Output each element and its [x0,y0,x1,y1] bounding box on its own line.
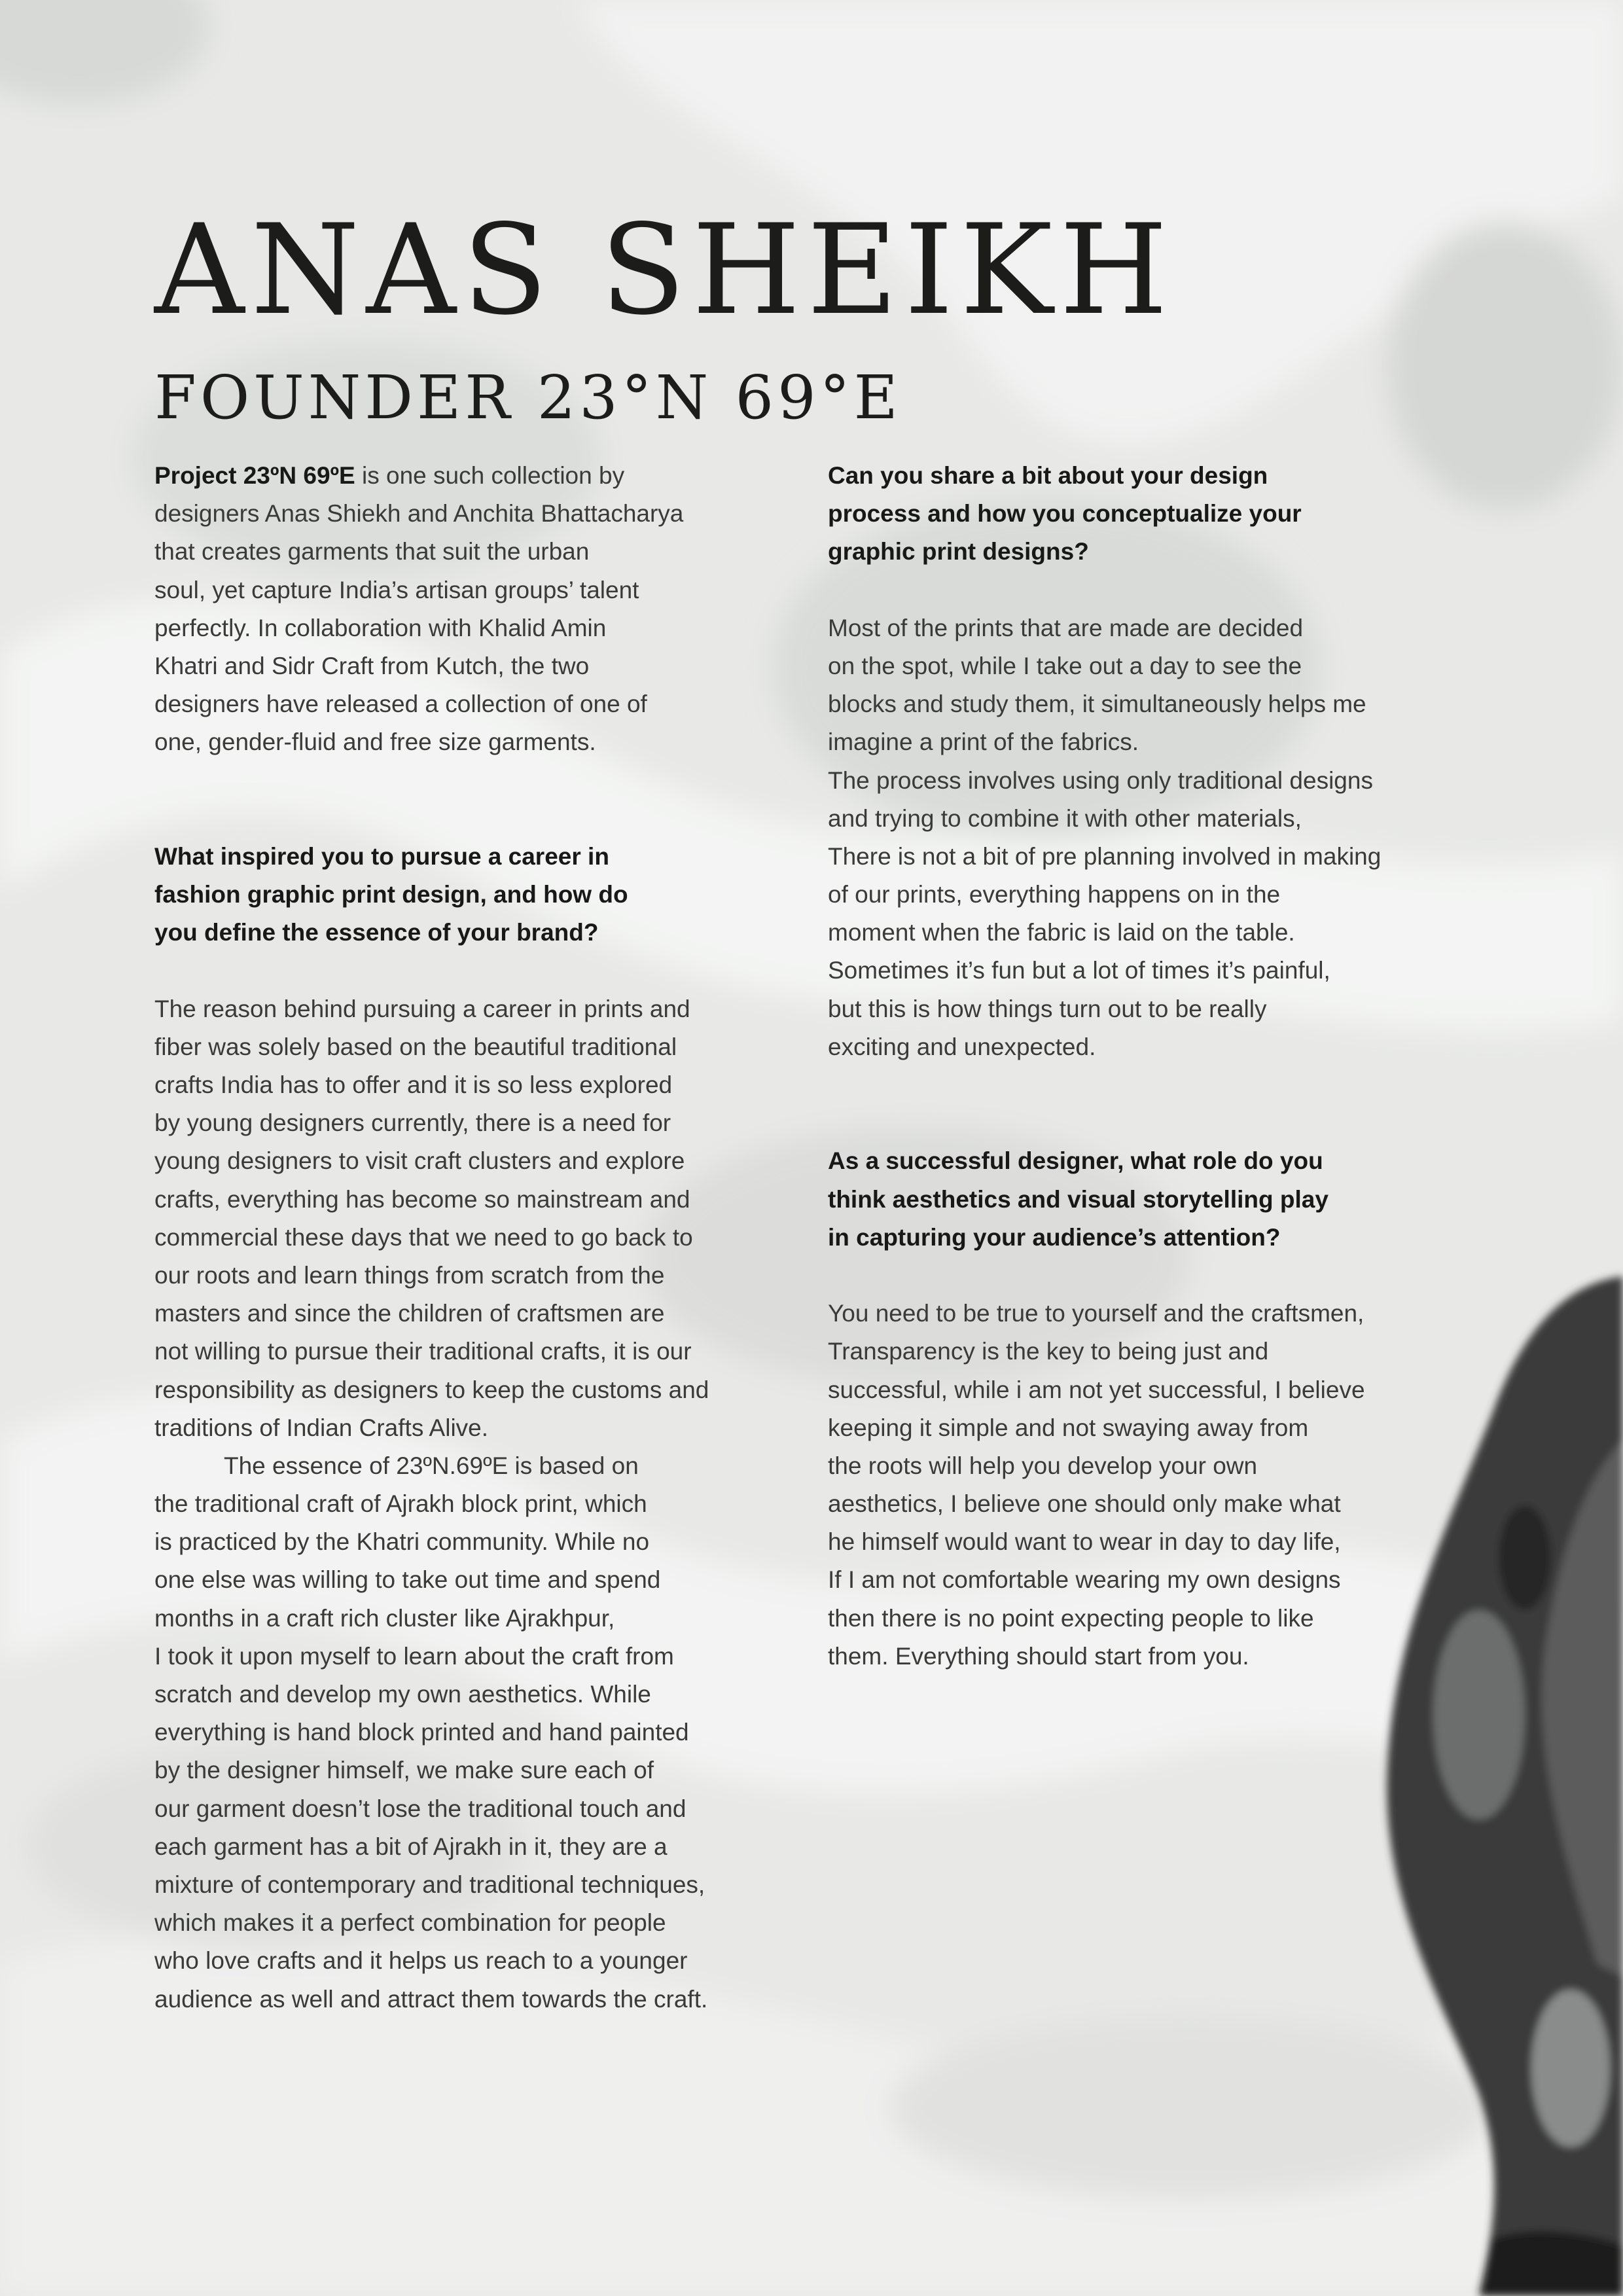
answer-line: masters and since the children of craftsmen are [154,1300,665,1327]
answer-line: each garment has a bit of Ajrakh in it, they are a [154,1833,668,1860]
intro-line: perfectly. In collaboration with Khalid Amin [154,614,607,641]
answer-line: of our prints, everything happens on in the [828,881,1281,908]
answer-line: one else was willing to take out time and spend [154,1566,661,1594]
question-line: fashion graphic print design, and how do [154,881,628,908]
question-line: process and how you conceptualize your [828,500,1302,528]
answer-1 [154,990,809,2018]
answer-line: keeping it simple and not swaying away from [828,1414,1309,1441]
answer-line: our roots and learn things from scratch from the [154,1261,665,1289]
question-line: in capturing your audience’s attention? [828,1223,1281,1251]
intro-paragraph [154,457,809,762]
answer-line: on the spot, while I take out a day to see the [828,652,1302,679]
answer-line: commercial these days that we need to go back to [154,1223,693,1251]
answer-line: exciting and unexpected. [828,1033,1096,1060]
answer-line: You need to be true to yourself and the craftsmen, [828,1300,1364,1327]
right-column [828,457,1482,1676]
answer-line: Transparency is the key to being just and [828,1338,1269,1365]
answer-line: mixture of contemporary and traditional techniques, [154,1871,705,1898]
intro-line: soul, yet capture India’s artisan groups’ talent [154,576,639,603]
answer-line: but this is how things turn out to be really [828,995,1267,1022]
project-name: Project 23ºN 69ºE [154,462,355,489]
answer-line: then there is no point expecting people to like [828,1604,1314,1632]
question-line: What inspired you to pursue a career in [154,842,609,870]
answer-line: them. Everything should start from you. [828,1642,1249,1670]
answer-line: Most of the prints that are made are decided [828,614,1304,641]
answer-line: crafts, everything has become so mainstream and [154,1185,690,1213]
answer-line: the traditional craft of Ajrakh block print, which [154,1490,647,1518]
answer-line: is practiced by the Khatri community. While no [154,1528,650,1556]
question-line: graphic print designs? [828,538,1089,565]
question-line: you define the essence of your brand? [154,919,599,946]
intro-line: Khatri and Sidr Craft from Kutch, the two [154,652,590,679]
answer-line: successful, while i am not yet successful, I believe [828,1376,1365,1403]
answer-line: audience as well and attract them towards the craft. [154,1985,708,2013]
person-role: FOUNDER 23°N 69°E [154,363,902,433]
left-column [154,457,809,2018]
answer-line: The essence of 23ºN.69ºE is based on [224,1452,639,1479]
answer-line: our garment doesn’t lose the traditional touch and [154,1795,687,1822]
answer-line: he himself would want to wear in day to day life, [828,1528,1341,1556]
intro-line: Project 23ºN 69ºE is one such collection by [154,462,625,489]
intro-line: one, gender-fluid and free size garments. [154,728,596,756]
answer-line: which makes it a perfect combination for people [154,1909,666,1937]
answer-line: not willing to pursue their traditional crafts, it is our [154,1338,692,1365]
answer-line: by young designers currently, there is a need for [154,1109,671,1137]
question-2 [828,457,1482,571]
answer-line: young designers to visit craft clusters and explore [154,1147,685,1175]
question-line: Can you share a bit about your design [828,462,1268,489]
answer-line: Sometimes it’s fun but a lot of times it’s painful, [828,957,1330,984]
answer-line: and trying to combine it with other materials, [828,804,1302,832]
question-line: think aesthetics and visual storytelling play [828,1185,1329,1213]
answer-line: traditions of Indian Crafts Alive. [154,1414,489,1441]
answer-line: The reason behind pursuing a career in prints and [154,995,690,1022]
answer-line: imagine a print of the fabrics. [828,728,1139,756]
answer-line: aesthetics, I believe one should only make what [828,1490,1341,1518]
answer-line: responsibility as designers to keep the customs and [154,1376,709,1403]
answer-line: months in a craft rich cluster like Ajrakhpur, [154,1604,615,1632]
answer-2 [828,609,1482,1066]
answer-line: There is not a bit of pre planning involved in making [828,842,1382,870]
answer-line: scratch and develop my own aesthetics. While [154,1681,651,1708]
answer-line: the roots will help you develop your own [828,1452,1258,1479]
answer-3 [828,1295,1482,1676]
answer-line: The process involves using only traditional designs [828,766,1373,794]
answer-line: moment when the fabric is laid on the table. [828,919,1295,946]
answer-line: blocks and study them, it simultaneously helps me [828,691,1366,718]
answer-line: If I am not comfortable wearing my own designs [828,1566,1341,1594]
answer-line: crafts India has to offer and it is so less explored [154,1071,673,1098]
intro-line: designers have released a collection of one of [154,691,647,718]
question-line: As a successful designer, what role do you [828,1147,1323,1175]
question-3 [828,1142,1482,1257]
answer-line: everything is hand block printed and hand painted [154,1719,689,1746]
question-1 [154,838,809,952]
answer-line: I took it upon myself to learn about the craft from [154,1642,674,1670]
answer-line: fiber was solely based on the beautiful traditional [154,1033,677,1060]
answer-line: by the designer himself, we make sure each of [154,1757,654,1784]
intro-line: designers Anas Shiekh and Anchita Bhattacharya [154,500,684,528]
person-name: ANAS SHEIKH [154,198,1175,342]
answer-line: who love crafts and it helps us reach to a younger [154,1947,688,1975]
intro-line: that creates garments that suit the urban [154,538,590,565]
